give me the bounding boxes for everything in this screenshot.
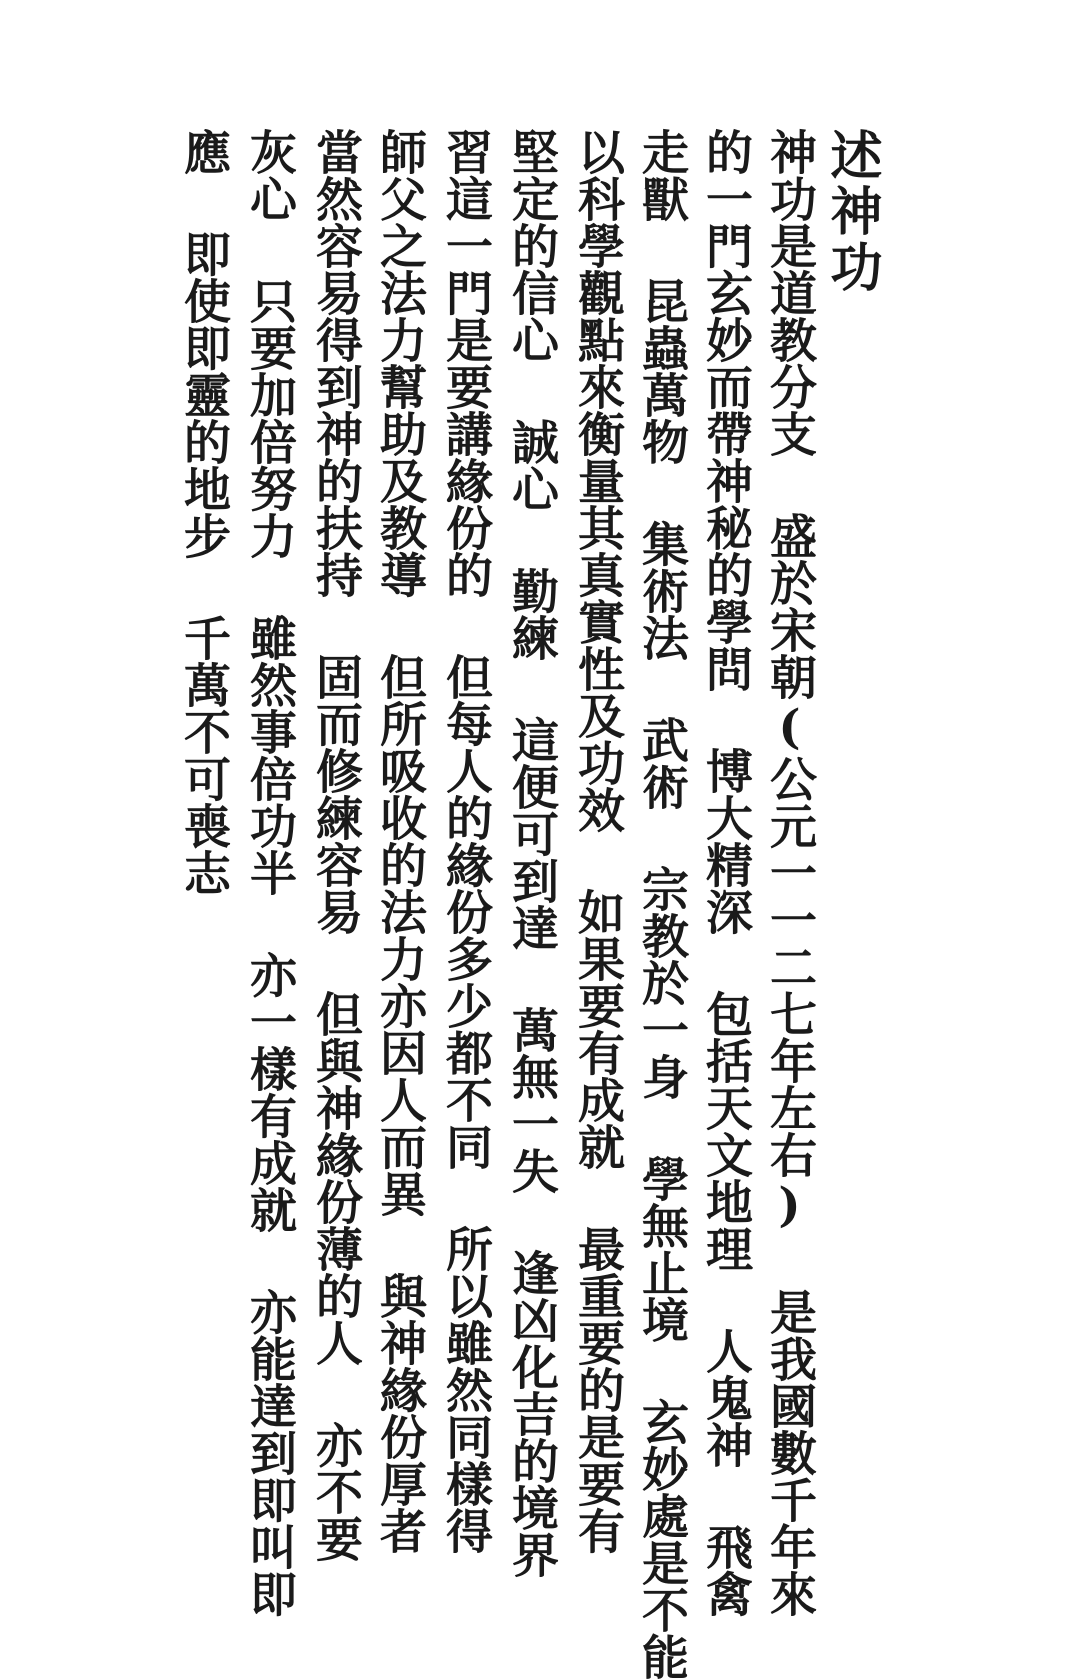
text-column-5: 堅定的信心 誠心 勤練 這便可到達 萬無一失 逢凶化吉的境界: [504, 128, 559, 1578]
text-column-10: 應 即使即靈的地步 千萬不可喪志: [176, 128, 231, 896]
text-column-4: 以科學觀點來衡量其真實性及功效 如果要有成就 最重要的是要有: [570, 128, 625, 1554]
text-column-1: 神功是道教分支 盛於宋朝(公元一一二七年左右) 是我國數千年來: [762, 128, 817, 1617]
text-column-6: 習這一門是要講緣份的 但每人的緣份多少都不同 所以雖然同樣得: [438, 128, 493, 1554]
text-column-3: 走獸 昆蟲萬物 集術法 武術 宗教於一身 學無止境 玄妙處是不能: [634, 128, 689, 1680]
text-column-8: 當然容易得到神的扶持 固而修練容易 但與神緣份薄的人 亦不要: [308, 128, 363, 1562]
document-title: 述神功: [821, 128, 882, 296]
text-column-7: 師父之法力幫助及教導 但所吸收的法力亦因人而異 與神緣份厚者: [372, 128, 427, 1554]
text-column-2: 的一門玄妙而帶神秘的學問 博大精深 包括天文地理 人鬼神 飛禽: [698, 128, 753, 1617]
text-column-9: 灰心 只要加倍努力 雖然事倍功半 亦一樣有成就 亦能達到即叫即: [242, 128, 297, 1617]
